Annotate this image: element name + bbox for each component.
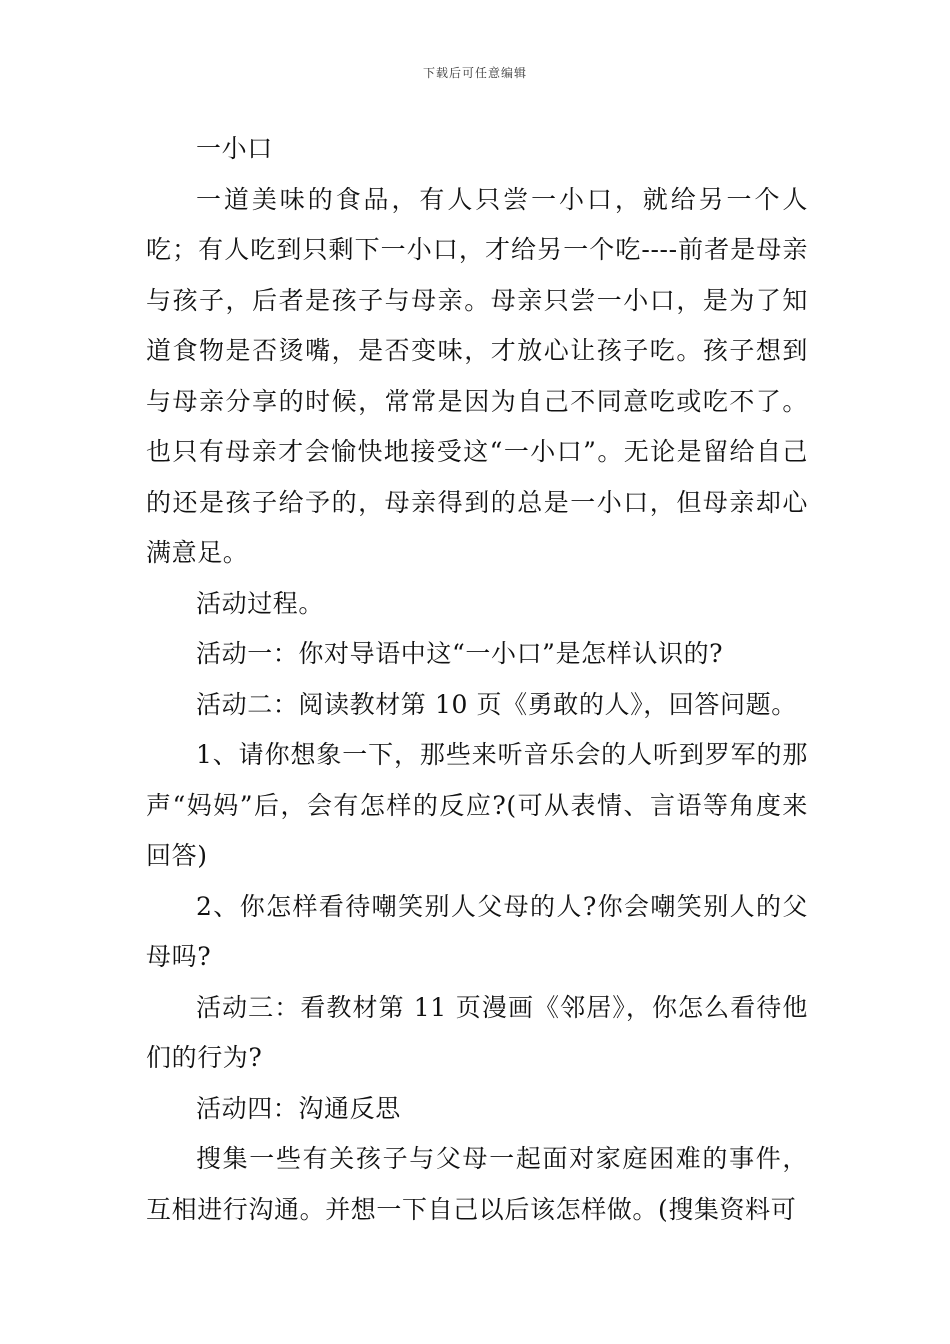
activity-process-heading: 活动过程。 bbox=[196, 588, 325, 618]
question-one: 1、请你想象一下，那些来听音乐会的人听到罗军的那声“妈妈”后，会有怎样的反应?(可从表情、言语等角度来回答) bbox=[146, 740, 808, 870]
page-header-note: 下载后可任意编辑 bbox=[422, 66, 527, 80]
activity-three: 活动三：看教材第 11 页漫画《邻居》，你怎么看待他们的行为? bbox=[146, 992, 808, 1072]
document-body bbox=[146, 124, 808, 1235]
activity-four-paragraph: 搜集一些有关孩子与父母一起面对家庭困难的事件，互相进行沟通。并想一下自己以后该怎样做。(搜集资料可 bbox=[146, 1144, 808, 1224]
activity-one: 活动一：你对导语中这“一小口”是怎样认识的? bbox=[196, 639, 724, 668]
intro-paragraph: 一道美味的食品，有人只尝一小口，就给另一个人吃；有人吃到只剩下一小口，才给另一个吃----前者是母亲与孩子，后者是孩子与母亲。母亲只尝一小口，是为了知道食物是否烫嘴，是否变味，才放心让孩子吃。孩子想到与母亲分享的时候，常常是因为自己不同意吃或吃不了。也只有母亲才会愉快地接受这“一小口”。无论是留给自己的还是孩子给予的，母亲得到的总是一小口，但母亲却心满意足。 bbox=[146, 184, 808, 567]
section-title: 一小口 bbox=[196, 134, 273, 163]
question-two: 2、你怎样看待嘲笑别人父母的人?你会嘲笑别人的父母吗? bbox=[146, 891, 808, 971]
activity-four-heading: 活动四：沟通反思 bbox=[196, 1093, 401, 1123]
activity-two: 活动二：阅读教材第 10 页《勇敢的人》，回答问题。 bbox=[196, 689, 797, 719]
